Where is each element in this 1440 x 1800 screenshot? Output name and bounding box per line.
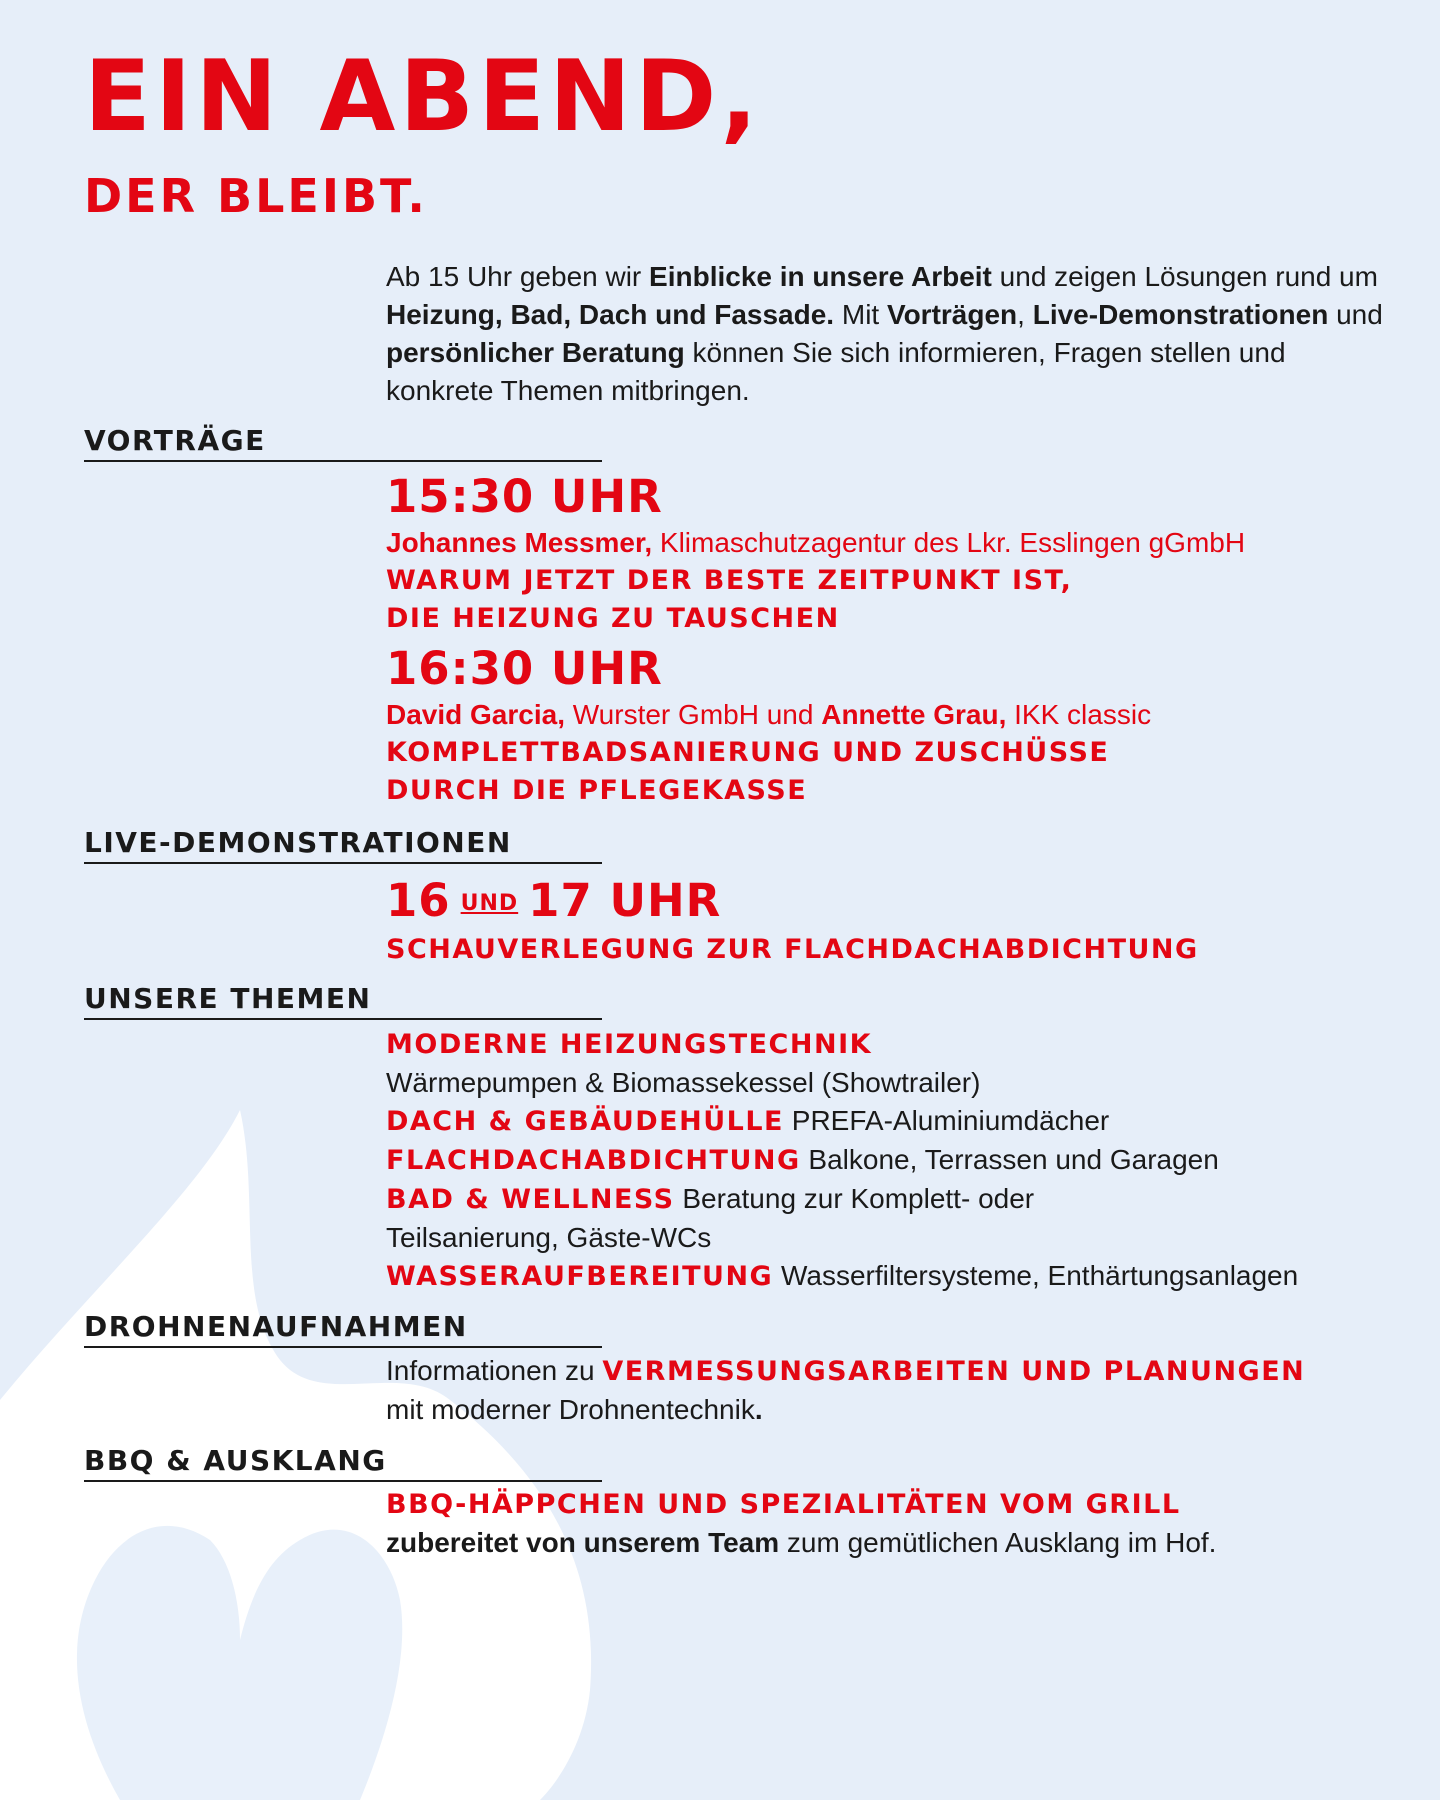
drohnen-line2 bbox=[386, 1391, 1396, 1429]
bbq-bold: zubereitet von unserem Team bbox=[386, 1527, 780, 1558]
bbq-line2 bbox=[386, 1524, 1396, 1562]
intro-bold: Live-Demonstrationen bbox=[1032, 299, 1329, 330]
theme-item bbox=[386, 1025, 1396, 1064]
headline-line1: EIN ABEND, bbox=[84, 40, 762, 154]
talk-title-line: DIE HEIZUNG ZU TAUSCHEN bbox=[386, 603, 840, 634]
intro-text: und bbox=[1328, 299, 1383, 330]
talk-speaker bbox=[386, 524, 1396, 562]
live-time-a: 16 bbox=[386, 874, 451, 927]
drohnen-line1 bbox=[386, 1352, 1396, 1391]
talk-time: 15:30 UHR bbox=[386, 470, 663, 523]
theme-desc-cont: Teilsanierung, Gäste-WCs bbox=[386, 1222, 712, 1253]
live-title: SCHAUVERLEGUNG ZUR FLACHDACHABDICHTUNG bbox=[386, 934, 1199, 965]
theme-desc: Wasserfiltersysteme, Enthärtungsanlagen bbox=[773, 1260, 1299, 1291]
bbq-text: zum gemütlichen Ausklang im Hof. bbox=[779, 1527, 1217, 1558]
theme-tag: FLACHDACHABDICHTUNG bbox=[386, 1145, 801, 1176]
section-header-themen bbox=[84, 982, 602, 1020]
intro-text: , bbox=[1017, 299, 1033, 330]
speaker-org: IKK classic bbox=[1006, 699, 1152, 730]
intro-text: können Sie sich informieren, Fragen stellen und konkrete Themen mitbringen. bbox=[386, 337, 1286, 406]
intro-bold: Einblicke in unsere Arbeit bbox=[649, 261, 992, 292]
theme-item bbox=[386, 1141, 1396, 1180]
section-title: LIVE-DEMONSTRATIONEN bbox=[84, 826, 512, 859]
live-time bbox=[386, 874, 1396, 931]
speaker-name: Annette Grau, bbox=[821, 699, 1007, 730]
theme-desc: Balkone, Terrassen und Garagen bbox=[800, 1144, 1219, 1175]
drohnen-dot: . bbox=[754, 1394, 763, 1425]
bbq-line1 bbox=[386, 1485, 1396, 1524]
talk-title-line: WARUM JETZT DER BESTE ZEITPUNKT IST, bbox=[386, 565, 1073, 596]
talk-1 bbox=[386, 470, 1396, 638]
talk-2 bbox=[386, 642, 1396, 810]
section-title: DROHNENAUFNAHMEN bbox=[84, 1310, 468, 1343]
talk-title-line: KOMPLETTBADSANIERUNG UND ZUSCHÜSSE bbox=[386, 737, 1110, 768]
theme-desc: PREFA-Aluminiumdächer bbox=[783, 1105, 1110, 1136]
theme-item bbox=[386, 1180, 1396, 1219]
theme-item bbox=[386, 1102, 1396, 1141]
intro-bold: Heizung, Bad, Dach und Fassade. bbox=[386, 299, 835, 330]
headline-line2: DER BLEIBT. bbox=[84, 169, 428, 223]
section-title: BBQ & AUSKLANG bbox=[84, 1444, 387, 1477]
intro-bold: persönlicher Beratung bbox=[386, 337, 685, 368]
section-title: VORTRÄGE bbox=[84, 424, 266, 457]
intro-text: Mit bbox=[834, 299, 887, 330]
drohnen-text: Informationen zu bbox=[386, 1355, 603, 1386]
theme-tag: BAD & WELLNESS bbox=[386, 1184, 675, 1215]
theme-tag: DACH & GEBÄUDEHÜLLE bbox=[386, 1106, 784, 1137]
speaker-org: Klimaschutzagentur des Lkr. Esslingen gGmbH bbox=[652, 527, 1246, 558]
section-title: UNSERE THEMEN bbox=[84, 982, 372, 1015]
section-header-bbq bbox=[84, 1444, 602, 1482]
live-time-und: UND bbox=[460, 891, 519, 916]
live-demo bbox=[386, 874, 1396, 969]
live-time-b: 17 UHR bbox=[528, 874, 722, 927]
bbq-highlight: BBQ-HÄPPCHEN UND SPEZIALITÄTEN VOM GRILL bbox=[386, 1489, 1181, 1520]
theme-item bbox=[386, 1257, 1396, 1296]
intro-paragraph bbox=[386, 258, 1386, 410]
bbq-block bbox=[386, 1485, 1396, 1562]
intro-text: und zeigen Lösungen rund um bbox=[991, 261, 1378, 292]
section-header-live bbox=[84, 826, 602, 864]
intro-text: Ab 15 Uhr geben wir bbox=[386, 261, 650, 292]
theme-tag: MODERNE HEIZUNGSTECHNIK bbox=[386, 1029, 873, 1060]
drohnen-text: mit moderner Drohnentechnik bbox=[386, 1394, 755, 1425]
talk-time: 16:30 UHR bbox=[386, 642, 663, 695]
section-header-drohnen bbox=[84, 1310, 602, 1348]
drohnen-highlight: VERMESSUNGSARBEITEN UND PLANUNGEN bbox=[602, 1356, 1306, 1387]
speaker-name: David Garcia, bbox=[386, 699, 565, 730]
speaker-name: Johannes Messmer, bbox=[386, 527, 653, 558]
talk-title-line: DURCH DIE PFLEGEKASSE bbox=[386, 775, 808, 806]
speaker-org: Wurster GmbH und bbox=[564, 699, 822, 730]
drohnen-block bbox=[386, 1352, 1396, 1429]
talk-speaker bbox=[386, 696, 1396, 734]
intro-bold: Vorträgen bbox=[886, 299, 1018, 330]
section-header-vortraege bbox=[84, 424, 602, 462]
themen-list bbox=[386, 1025, 1396, 1296]
theme-desc: Beratung zur Komplett- oder bbox=[674, 1183, 1035, 1214]
theme-text: Wärmepumpen & Biomassekessel (Showtrailer) bbox=[386, 1067, 981, 1098]
theme-tag: WASSERAUFBEREITUNG bbox=[386, 1261, 774, 1292]
